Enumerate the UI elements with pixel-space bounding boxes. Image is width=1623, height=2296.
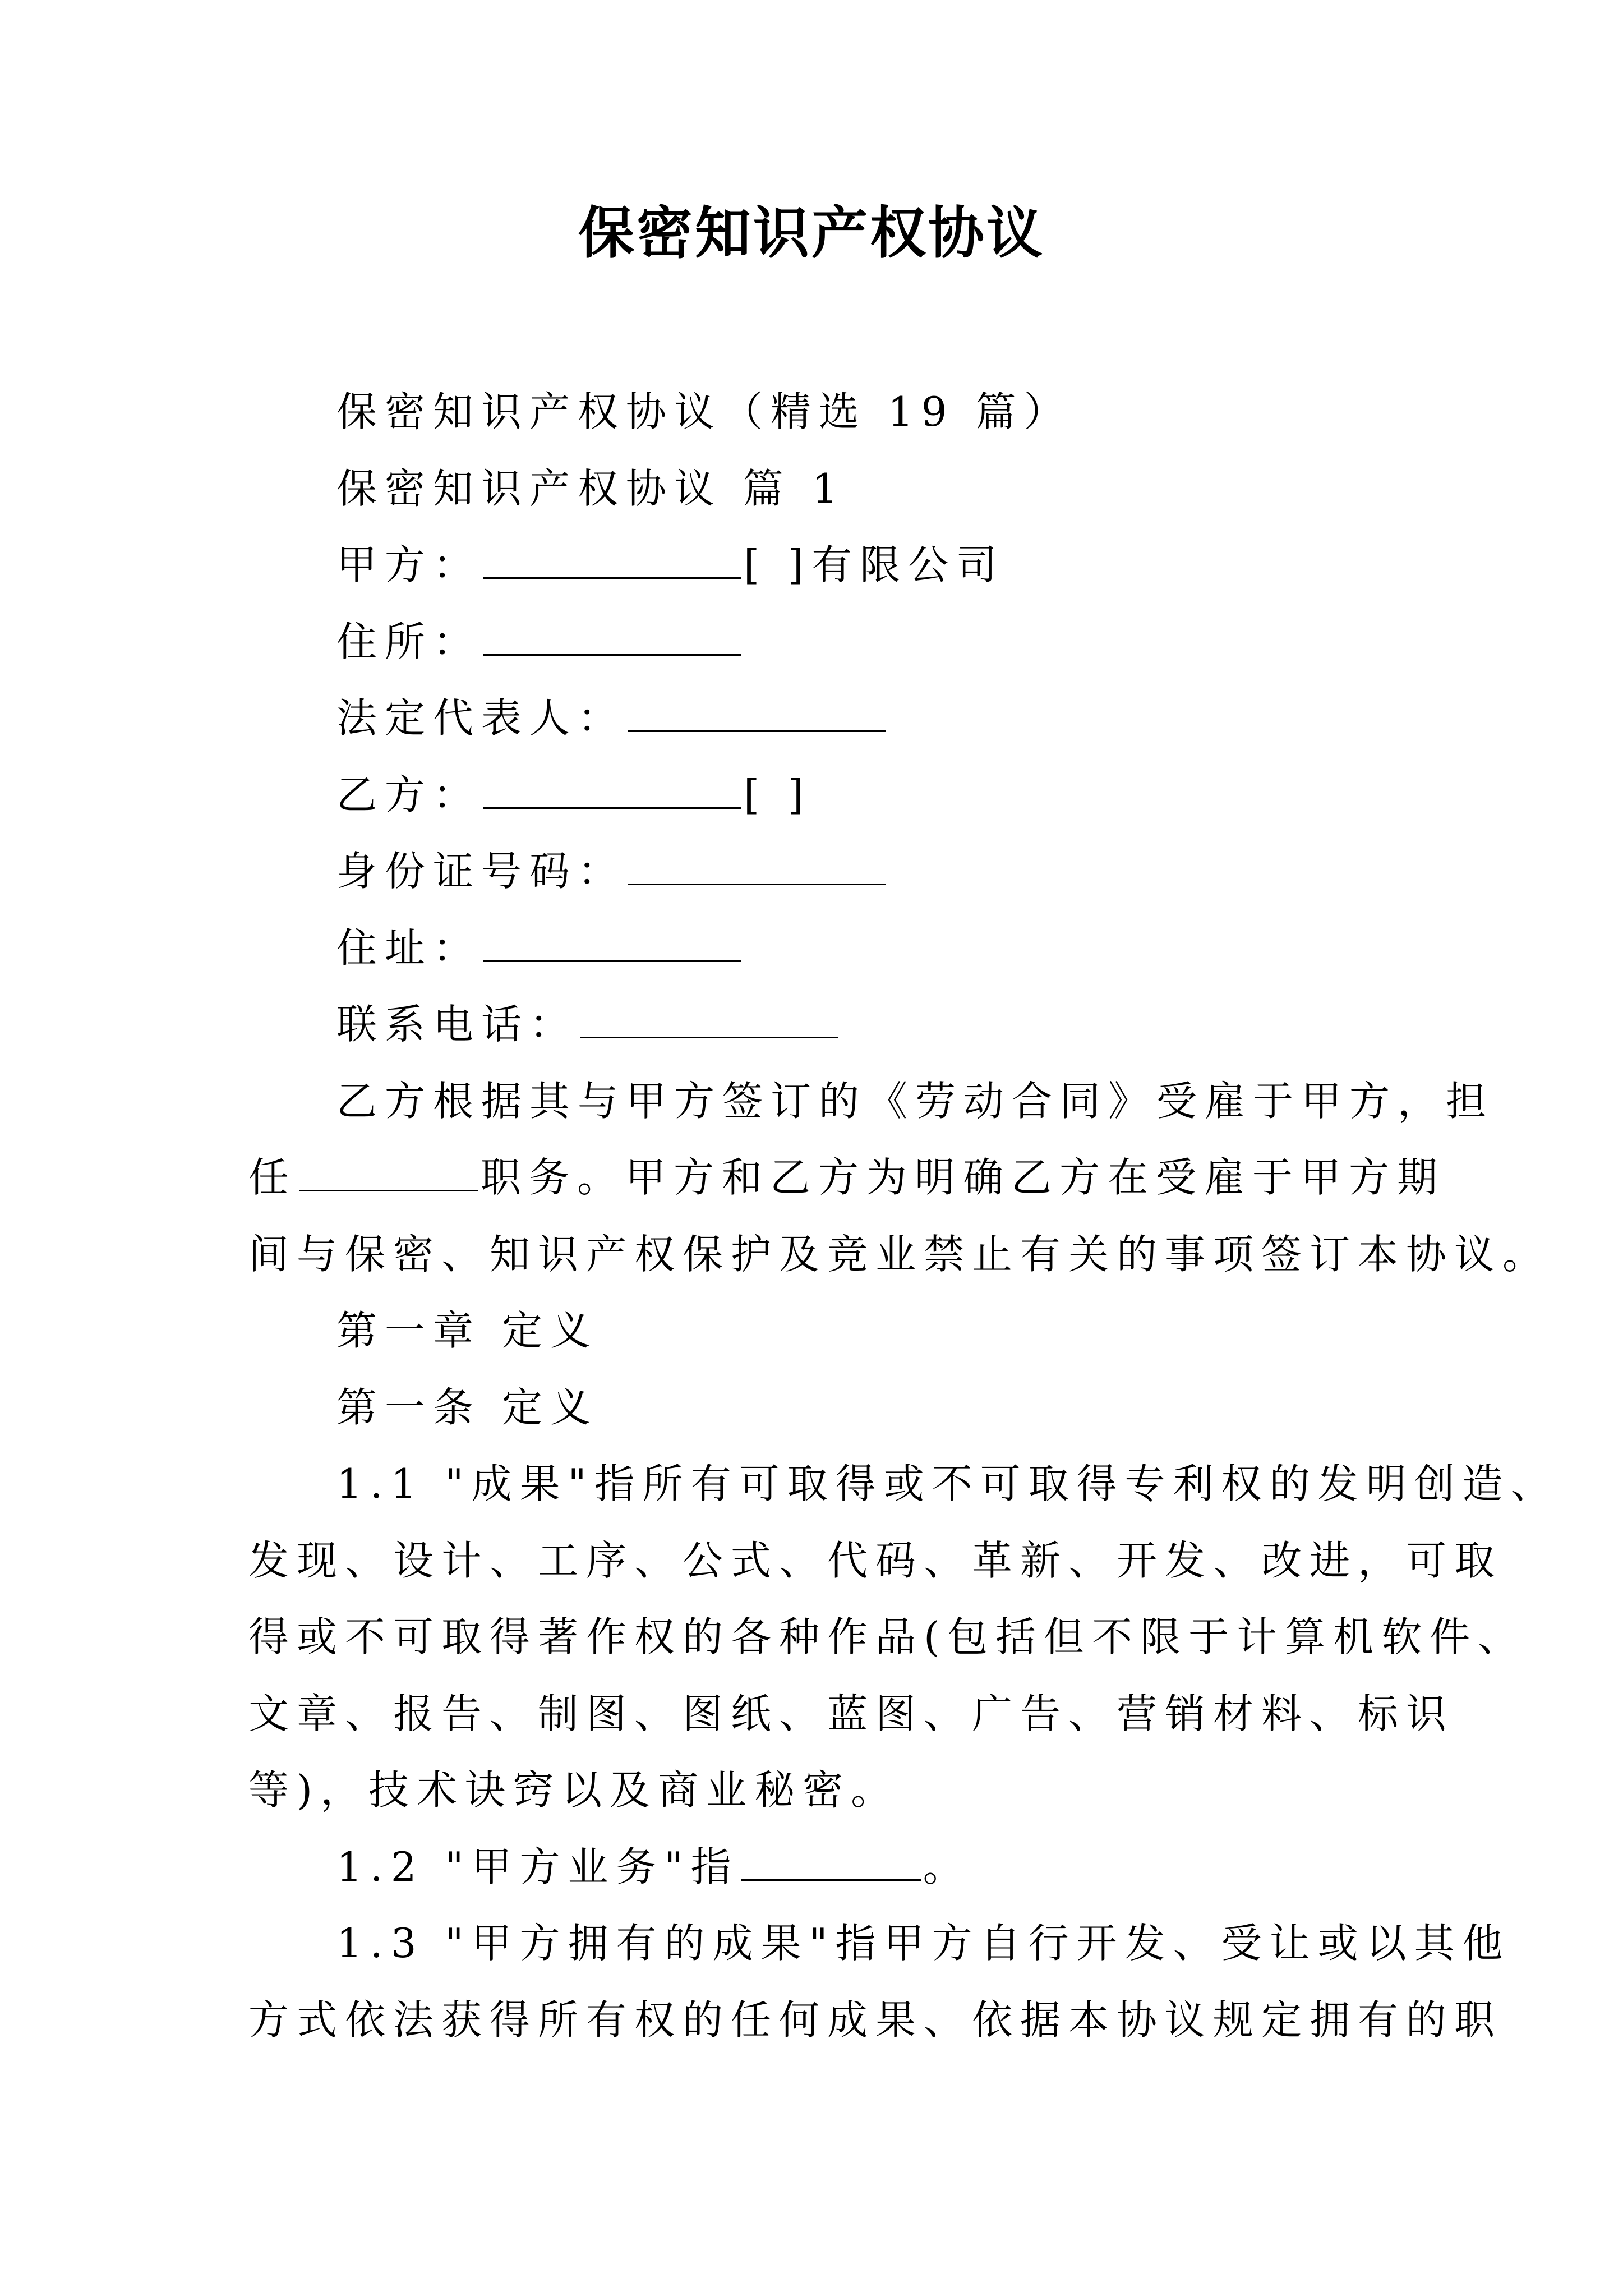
definition-1-1-line-4: 文章、报告、制图、图纸、蓝图、广告、营销材料、标识: [248, 1690, 1455, 1737]
party-a-label: 甲方：: [336, 541, 482, 588]
party-a-suffix: [ ]有限公司: [744, 541, 1005, 588]
definition-1-3-line-1: 1.3 "甲方拥有的成果"指甲方自行开发、受让或以其他: [336, 1920, 1511, 1967]
business-blank: [741, 1844, 921, 1881]
definition-1-2-text: 1.2 "甲方业务"指: [336, 1843, 739, 1890]
residence-label: 住址：: [336, 924, 482, 972]
document-title: 保密知识产权协议: [578, 200, 1045, 266]
article-heading: 第一条 定义: [336, 1384, 598, 1431]
address-line: [336, 614, 744, 670]
phone-blank: [580, 1002, 838, 1038]
address-label: 住所：: [336, 618, 482, 665]
intro-line-1: 乙方根据其与甲方签订的《劳动合同》受雇于甲方，担: [336, 1078, 1495, 1125]
legal-rep-blank: [628, 696, 886, 732]
intro-line-3: 间与保密、知识产权保护及竞业禁止有关的事项签订本协议。: [248, 1231, 1551, 1278]
intro-line-2-start: 任: [248, 1154, 297, 1201]
legal-rep-label: 法定代表人：: [336, 694, 626, 742]
definition-1-2-line: [336, 1839, 971, 1895]
section-heading: 保密知识产权协议 篇 1: [336, 465, 846, 512]
position-blank: [299, 1155, 478, 1191]
residence-line: [336, 920, 744, 976]
phone-label: 联系电话：: [336, 1001, 578, 1048]
address-blank: [483, 619, 741, 656]
id-number-line: [336, 843, 888, 899]
definition-1-1-line-2: 发现、设计、工序、公式、代码、革新、开发、改进，可取: [248, 1537, 1503, 1584]
party-b-blank: [483, 772, 741, 809]
subtitle: 保密知识产权协议（精选 19 篇）: [336, 388, 1072, 435]
id-number-label: 身份证号码：: [336, 848, 626, 895]
intro-line-2: [248, 1149, 1445, 1205]
definition-1-3-line-2: 方式依法获得所有权的任何成果、依据本协议规定拥有的职: [248, 1996, 1503, 2044]
legal-rep-line: [336, 690, 888, 746]
definition-1-2-end: 。: [923, 1843, 971, 1890]
definition-1-1-line-1: 1.1 "成果"指所有可取得或不可取得专利权的发明创造、: [336, 1460, 1559, 1507]
party-b-suffix: [ ]: [744, 771, 812, 818]
phone-line: [336, 996, 840, 1052]
id-number-blank: [628, 849, 886, 885]
residence-blank: [483, 926, 741, 962]
party-a-line: [336, 537, 1004, 593]
party-b-label: 乙方：: [336, 771, 482, 818]
party-b-line: [336, 767, 811, 823]
intro-line-2-end: 职务。甲方和乙方为明确乙方在受雇于甲方期: [481, 1154, 1446, 1201]
chapter-heading: 第一章 定义: [336, 1307, 598, 1354]
party-a-blank: [483, 542, 741, 579]
definition-1-1-line-5: 等)，技术诀窍以及商业秘密。: [248, 1766, 900, 1814]
definition-1-1-line-3: 得或不可取得著作权的各种作品(包括但不限于计算机软件、: [248, 1613, 1527, 1660]
